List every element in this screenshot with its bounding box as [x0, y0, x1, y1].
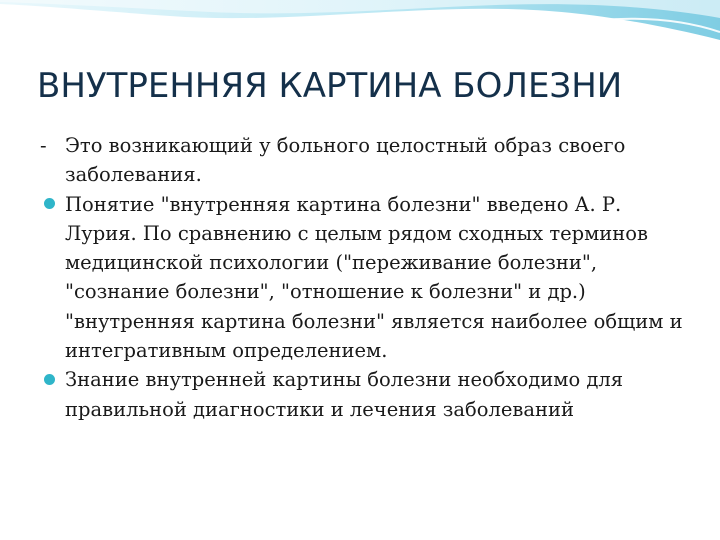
list-item: [40, 190, 688, 366]
list-item-text: Знание внутренней картины болезни необходимо для правильной диагностики и лечения заболеваний: [65, 368, 624, 421]
bullet-dot-icon: [44, 374, 55, 385]
list-item-text: Понятие "внутренняя картина болезни" введено А. Р. Лурия. По сравнению с целым рядом сходных терминов медицинской психологии ("переживание болезни", "сознание болезни", "отношение к болезни" и др.) "внутренняя картина болезни" является наиболее общим и интегративным определением.: [65, 192, 683, 363]
slide-title: ВНУТРЕННЯЯ КАРТИНА БОЛЕЗНИ: [37, 66, 623, 106]
header-wave-decoration: [0, 0, 720, 70]
bullet-dot-icon: [44, 198, 55, 209]
bullet-list: [40, 131, 688, 424]
slide-body: [40, 131, 688, 424]
list-item: [40, 131, 688, 190]
bullet-marker: [40, 190, 65, 219]
dash-marker: -: [40, 134, 47, 157]
list-item: [40, 365, 688, 424]
list-item-text: Это возникающий у больного целостный образ своего заболевания.: [65, 134, 626, 187]
bullet-marker: [40, 365, 65, 394]
